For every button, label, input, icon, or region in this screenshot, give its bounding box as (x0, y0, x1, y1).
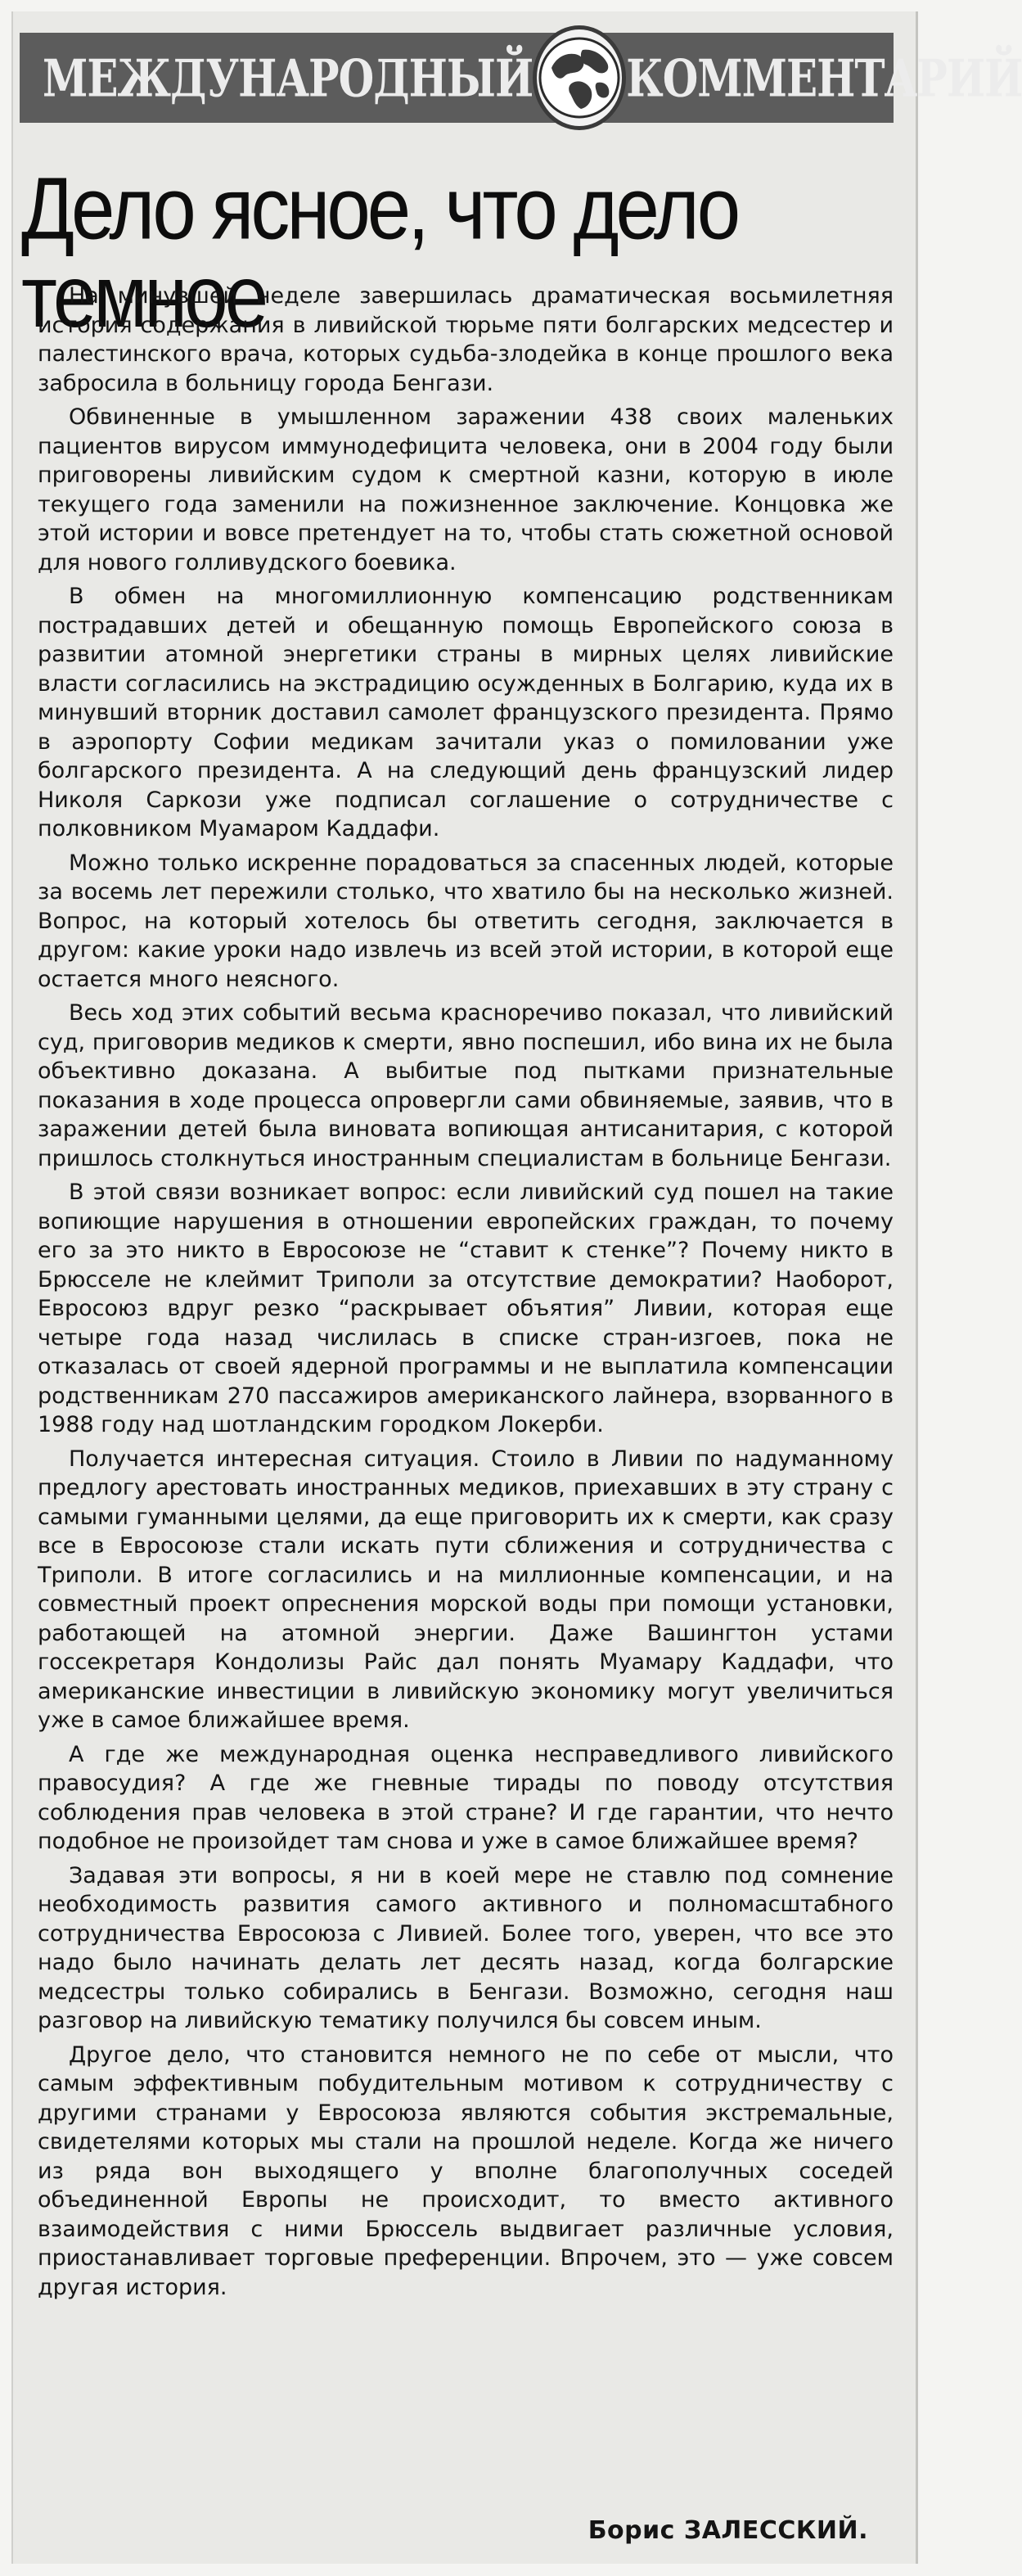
rubric-right-word: КОММЕНТАРИЙ (626, 47, 1022, 108)
headline: Дело ясное, что дело темное (21, 160, 738, 346)
article-body (38, 282, 894, 2307)
paragraph: Другое дело, что становится немного не по себе от мысли, что самым эффективным побудительным мотивом к сотрудничеству с другими странами у Евросоюза являются события экстремальные, свидетелями которых мы стали на прошлой неделе. Когда же ничего из ряда вон выходящего у вполне благополучных соседей объединенной Европы не происходит, то вместо активного взаимодействия с ними Брюссель выдвигает различные условия, приостанавливает торговые преференции. Впрочем, это — уже совсем другая история. (38, 2041, 894, 2300)
globe-icon (533, 25, 626, 130)
paragraph: В обмен на многомиллионную компенсацию родственникам пострадавших детей и обещанную помощь Европейского союза в развитии атомной энергетики страны в мирных целях ливийские власти согласились на экстрадицию осужденных в Болгарию, куда их в минувший вторник доставил самолет французского президента. Прямо в аэропорту Софии медикам зачитали указ о помиловании уже болгарского президента. А на следующий день французский лидер Николя Саркози уже подписал соглашение о сотрудничестве с полковником Муамаром Каддафи. (38, 584, 894, 841)
paragraph: Можно только искренне порадоваться за спасенных людей, которые за восемь лет пережили столько, что хватило бы на несколько жизней. Вопрос, на который хотелось бы ответить сегодня, заключается в другом: какие уроки надо извлечь из всей этой истории, в которой еще остается много неясного. (38, 850, 894, 992)
rubric-left-word: МЕЖДУНАРОДНЫЙ (43, 47, 534, 108)
paragraph: А где же международная оценка несправедливого ливийского правосудия? А где же гневные тирады по поводу отсутствия соблюдения прав человека в этой стране? И где гарантии, что нечто подобное не произойдет там снова и уже в самое ближайшее время? (38, 1741, 894, 1854)
paragraph: На минувшей неделе завершилась драматическая восьмилетняя история содержания в ливийской тюрьме пяти болгарских медсестер и палестинского врача, которых судьба-злодейка в конце прошлого века забросила в больницу города Бенгази. (38, 283, 894, 396)
paragraph: Весь ход этих событий весьма красноречиво показал, что ливийский суд, приговорив медиков к смерти, явно поспешил, ибо вина их не была объективно доказана. А выбитые под пытками признательные показания в ходе процесса опровергли сами обвиняемые, заявив, что в заражении детей была виновата вопиющая антисанитария, с которой пришлось столкнуться иностранным специалистам в больнице Бенгази. (38, 1000, 894, 1171)
author-signature: Борис ЗАЛЕССКИЙ. (588, 2516, 868, 2545)
paragraph: Обвиненные в умышленном заражении 438 своих маленьких пациентов вирусом иммунодефицита человека, они в 2004 году были приговорены ливийским судом к смертной казни, которую в июле текущего года заменили на пожизненное заключение. Концовка же этой истории и вовсе претендует на то, чтобы стать сюжетной основой для нового голливудского боевика. (38, 404, 894, 575)
paragraph: В этой связи возникает вопрос: если ливийский суд пошел на такие вопиющие нарушения в отношении европейских граждан, то почему его за это никто в Евросоюзе не “ставит к стенке”? Почему никто в Брюсселе не клеймит Триполи за отсутствие демократии? Наоборот, Евросоюз вдруг резко “раскрывает объятия” Ливии, которая еще четыре года назад числилась в списке стран-изгоев, пока не отказалась от своей ядерной программы и не выплатила компенсации родственникам 270 пассажиров американского лайнера, взорванного в 1988 году над шотландским городком Локерби. (38, 1180, 894, 1437)
rubric-banner (20, 33, 1022, 123)
paragraph: Задавая эти вопросы, я ни в коей мере не ставлю под сомнение необходимость развития самого активного и полномасштабного сотрудничества Евросоюза с Ливией. Более того, уверен, что все это надо было начинать делать лет десять назад, когда болгарские медсестры только собирались в Бенгази. Возможно, сегодня наш разговор на ливийскую тематику получился бы совсем иным. (38, 1862, 894, 2033)
newspaper-clipping (11, 11, 1022, 2564)
paragraph: Получается интересная ситуация. Стоило в Ливии по надуманному предлогу арестовать иностранных медиков, приехавших в эту страну с самыми гуманными целями, да еще приговорить их к смерти, как сразу все в Евросоюзе стали искать пути сближения и сотрудничества с Триполи. В итоге согласились и на миллионные компенсации, и на совместный проект опреснения морской воды при помощи установки, работающей на атомной энергии. Даже Вашингтон устами госсекретаря Кондолизы Райс дал понять Муамару Каддафи, что американские инвестиции в ливийскую экономику могут увеличиться уже в самое ближайшее время. (38, 1446, 894, 1733)
